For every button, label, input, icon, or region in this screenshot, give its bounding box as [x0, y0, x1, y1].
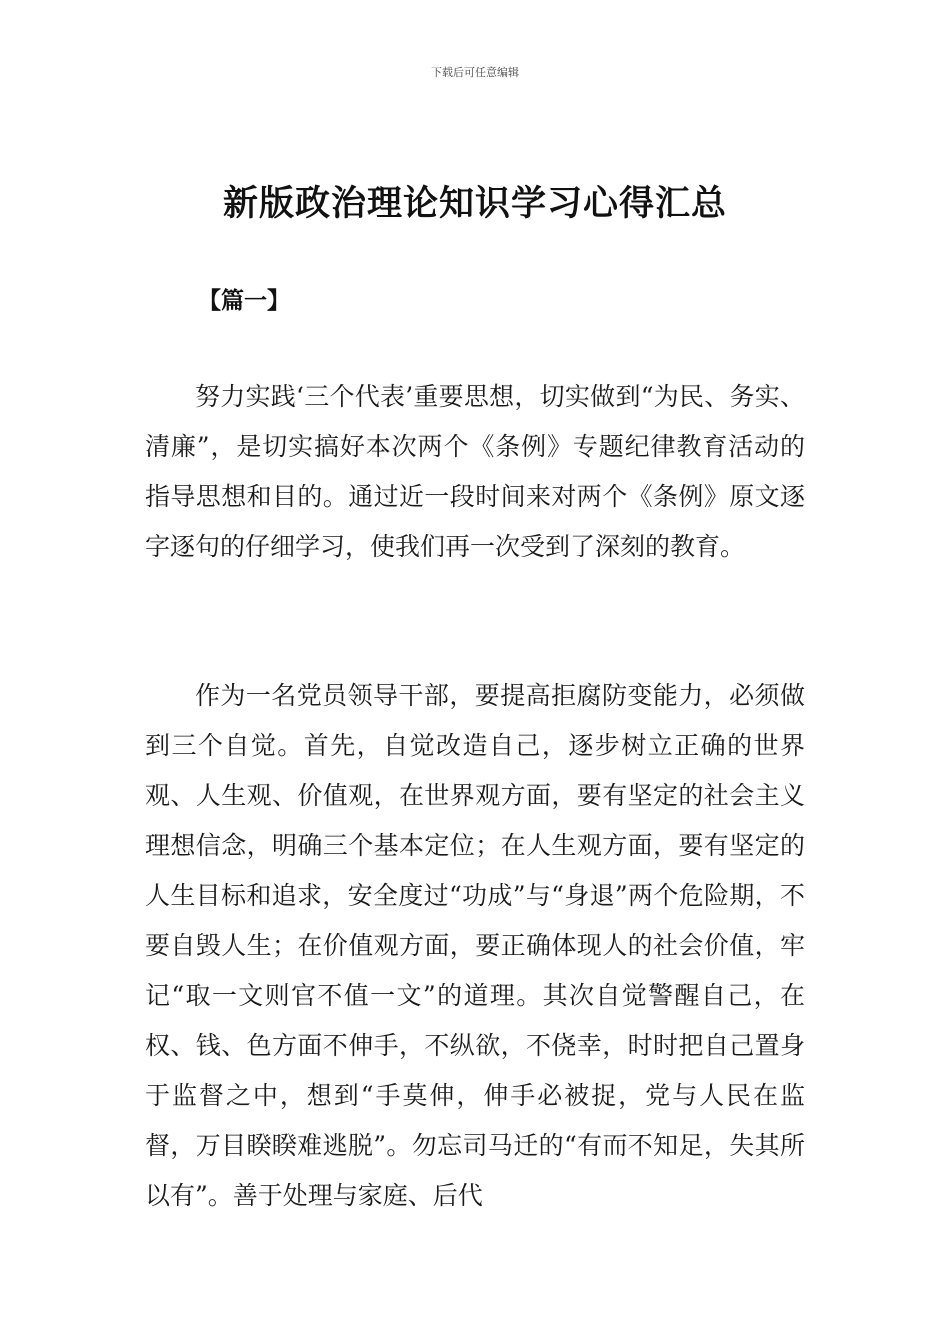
paragraph-2: 作为一名党员领导干部，要提高拒腐防变能力，必须做到三个自觉。首先，自觉改造自己，逐步树立正确的世界观、人生观、价值观，在世界观方面，要有坚定的社会主义理想信念，明确三个基本定位；在人生观方面，要有坚定的人生目标和追求，安全度过“功成”与“身退”两个危险期，不要自毁人生；在价值观方面，要正确体现人的社会价值，牢记“取一文则官不值一文”的道理。其次自觉警醒自己，在权、钱、色方面不伸手，不纵欲，不侥幸，时时把自己置身于监督之中，想到“手莫伸，伸手必被捉，党与人民在监督，万目睽睽难逃脱”。勿忘司马迁的“有而不知足，失其所以有”。善于处理与家庭、后代: [145, 681, 805, 1210]
document-title: 新版政治理论知识学习心得汇总: [222, 184, 727, 224]
header-note: 下载后可任意编辑: [431, 66, 519, 79]
paragraph-1: 努力实践‘三个代表’重要思想，切实做到“为民、务实、清廉”，是切实搞好本次两个《条例》专题纪律教育活动的指导思想和目的。通过近一段时间来对两个《条例》原文逐字逐句的仔细学习，使我们再一次受到了深刻的教育。: [145, 382, 805, 561]
section-label: 【篇一】: [198, 288, 290, 314]
